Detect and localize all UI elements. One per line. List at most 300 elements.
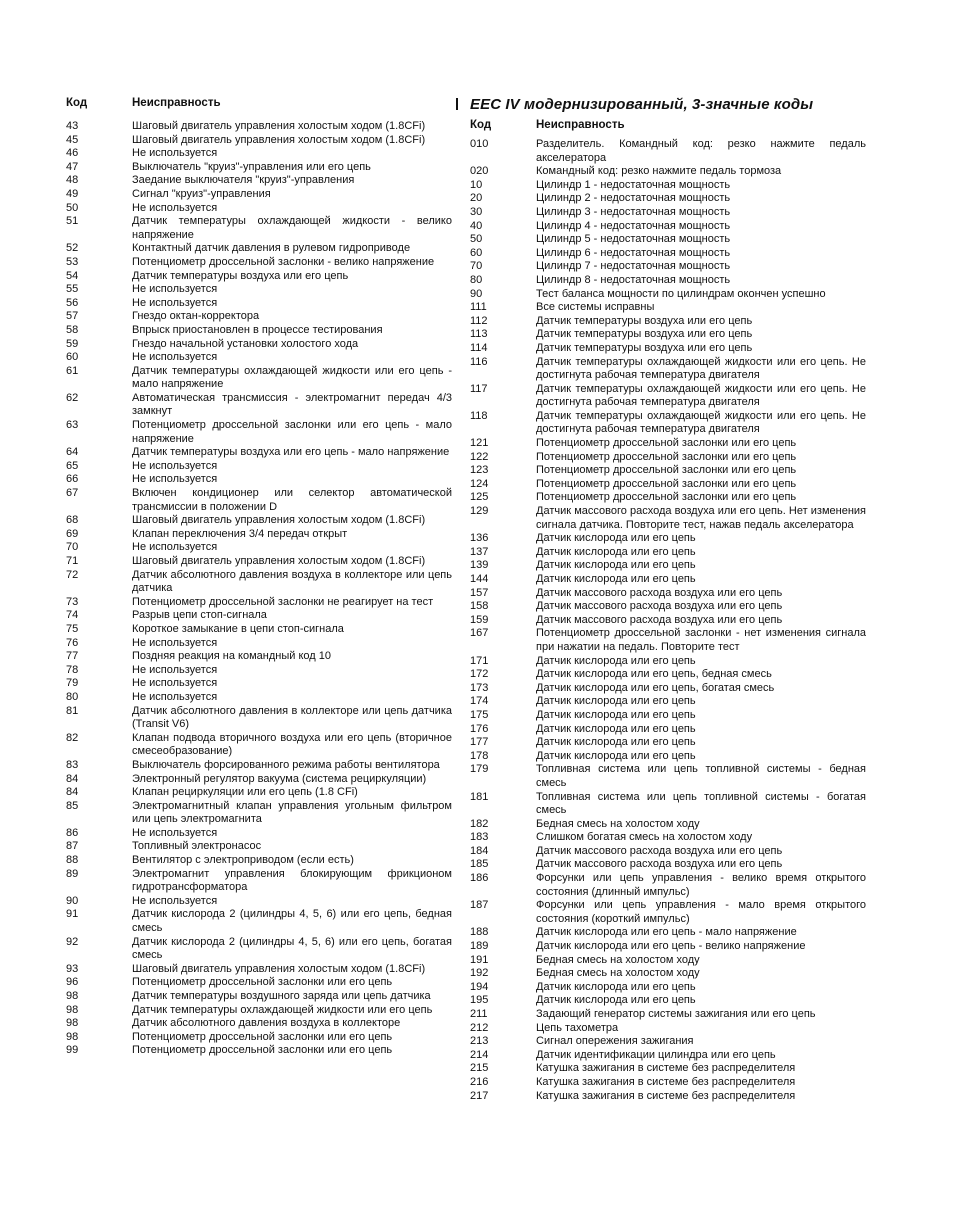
- fault-description: Датчик массового расхода воздуха или его цепь: [536, 600, 783, 613]
- table-row: [66, 623, 452, 637]
- fault-code: 46: [66, 147, 79, 160]
- section-marker: [456, 98, 458, 110]
- fault-code: 020: [470, 165, 489, 178]
- fault-description: Датчик кислорода или его цепь: [536, 695, 696, 708]
- fault-code: 82: [66, 731, 79, 744]
- fault-description: Датчик кислорода или его цепь: [536, 708, 696, 721]
- fault-description: Датчик кислорода или его цепь - велико напряжение: [536, 940, 806, 953]
- fault-code: 217: [470, 1089, 489, 1102]
- fault-code: 144: [470, 573, 489, 585]
- fault-description: Датчик температуры охлаждающей жидкости или его цепь. Не достигнута рабочая температура двигателя: [536, 355, 866, 382]
- table-row: [466, 573, 866, 587]
- fault-description: Датчик температуры воздушного заряда или цепь датчика: [132, 990, 431, 1002]
- table-row: [66, 460, 452, 474]
- fault-code: 175: [470, 708, 489, 721]
- fault-code: 136: [470, 532, 489, 545]
- fault-code: 80: [470, 273, 483, 286]
- fault-description: Шаговый двигатель управления холостым ходом (1.8CFi): [132, 555, 426, 567]
- fault-code: 20: [470, 192, 483, 205]
- fault-description: Датчик кислорода или его цепь: [536, 545, 696, 558]
- table-row: [66, 419, 452, 446]
- fault-description: Топливная система или цепь топливной системы - бедная смесь: [536, 763, 866, 789]
- table-row: [466, 818, 866, 832]
- table-row: [66, 528, 452, 542]
- table-row: [466, 179, 866, 193]
- fault-code: 159: [470, 613, 489, 626]
- table-row: [66, 174, 452, 188]
- table-row: [66, 854, 452, 868]
- table-row: [66, 256, 452, 270]
- fault-code: 122: [470, 450, 489, 463]
- fault-code: 192: [470, 967, 489, 980]
- fault-description: Датчик кислорода или его цепь: [536, 573, 696, 585]
- table-row: [466, 587, 866, 601]
- fault-code: 214: [470, 1048, 489, 1061]
- fault-description: Не используется: [132, 296, 218, 309]
- fault-description: Цилиндр 6 - недостаточная мощность: [536, 246, 731, 259]
- fault-code: 50: [66, 201, 79, 214]
- fault-description: Не используется: [132, 690, 218, 703]
- fault-code: 58: [66, 323, 79, 336]
- fault-description: Потенциометр дроссельной заслонки или его цепь: [132, 1030, 393, 1043]
- fault-code: 129: [470, 505, 489, 518]
- table-row: [466, 1076, 866, 1090]
- fault-description: Не используется: [132, 894, 218, 907]
- fault-description: Разрыв цепи стоп-сигнала: [132, 609, 267, 622]
- fault-description: Датчик идентификации цилиндра или его цепь: [536, 1048, 776, 1061]
- table-row: [466, 614, 866, 628]
- table-row: [66, 338, 452, 352]
- table-row: [66, 650, 452, 664]
- fault-code: 56: [66, 296, 79, 309]
- fault-code: 98: [66, 1003, 79, 1016]
- fault-code: 84: [66, 772, 79, 785]
- fault-code: 139: [470, 559, 489, 572]
- fault-description: Гнездо октан-корректора: [132, 310, 260, 323]
- fault-description: Датчик абсолютного давления воздуха в коллекторе или цепь датчика: [132, 568, 452, 595]
- fault-code: 90: [66, 894, 79, 907]
- fault-description: Датчик температуры воздуха или его цепь - мало напряжение: [132, 446, 450, 459]
- table-row: [66, 310, 452, 324]
- fault-code: 68: [66, 514, 79, 527]
- fault-description: Впрыск приостановлен в процессе тестирования: [132, 323, 383, 336]
- fault-code: 176: [470, 722, 489, 735]
- table-row: [66, 283, 452, 297]
- fault-description: Все системы исправны: [536, 301, 655, 314]
- fault-code: 114: [470, 341, 488, 354]
- table-row: [66, 596, 452, 610]
- fault-description: Катушка зажигания в системе без распределителя: [536, 1075, 796, 1088]
- fault-code: 89: [66, 867, 79, 880]
- fault-code: 84: [66, 786, 79, 799]
- table-row: [466, 899, 866, 926]
- fault-code: 123: [470, 464, 489, 477]
- fault-code: 194: [470, 980, 489, 993]
- fault-code: 99: [66, 1044, 79, 1057]
- fault-code: 70: [66, 541, 79, 554]
- fault-code: 71: [66, 555, 79, 567]
- fault-description: Электромагнитный клапан управления угольным фильтром или цепь электромагнита: [132, 799, 452, 826]
- fault-description: Датчик кислорода или его цепь: [536, 980, 696, 993]
- fault-code: 52: [66, 242, 79, 255]
- left-table-header: [66, 96, 452, 110]
- fault-description: Клапан переключения 3/4 передач открыт: [132, 527, 348, 540]
- fault-code: 188: [470, 926, 489, 939]
- table-row: [66, 773, 452, 787]
- table-row: [466, 451, 866, 465]
- fault-description: Датчик кислорода или его цепь: [536, 722, 696, 735]
- fault-description: Датчик кислорода или его цепь: [536, 559, 696, 572]
- fault-code: 189: [470, 940, 489, 953]
- fault-code: 167: [470, 627, 489, 640]
- fault-description: Не используется: [132, 283, 218, 296]
- fault-code: 47: [66, 160, 79, 173]
- fault-code: 50: [470, 233, 483, 246]
- table-row: [466, 260, 866, 274]
- fault-code: 113: [470, 328, 488, 341]
- table-row: [466, 668, 866, 682]
- fault-header: Неисправность: [132, 97, 221, 109]
- fault-code: 98: [66, 1017, 79, 1030]
- fault-description: Не используется: [132, 826, 218, 839]
- fault-description: Тест баланса мощности по цилиндрам окончен успешно: [536, 287, 826, 300]
- fault-description: Электронный регулятор вакуума (система рециркуляции): [132, 772, 427, 785]
- table-row: [466, 478, 866, 492]
- fault-code: 179: [470, 763, 489, 776]
- table-row: [66, 569, 452, 596]
- table-row: [466, 723, 866, 737]
- fault-code: 184: [470, 844, 489, 857]
- fault-code: 195: [470, 994, 489, 1007]
- fault-description: Включен кондиционер или селектор автоматической трансмиссии в положении D: [132, 487, 452, 513]
- fault-code: 59: [66, 337, 79, 350]
- table-row: [466, 1022, 866, 1036]
- table-row: [66, 555, 452, 569]
- fault-code: 93: [66, 962, 79, 975]
- fault-code: 116: [470, 355, 488, 368]
- table-row: [66, 188, 452, 202]
- table-row: [466, 206, 866, 220]
- table-row: [466, 356, 866, 383]
- fault-code: 65: [66, 459, 79, 472]
- table-row: [466, 695, 866, 709]
- table-row: [66, 895, 452, 909]
- fault-code: 53: [66, 255, 79, 268]
- table-row: [466, 491, 866, 505]
- fault-code: 185: [470, 858, 489, 871]
- table-row: [466, 464, 866, 478]
- table-row: [66, 161, 452, 175]
- fault-description: Потенциометр дроссельной заслонки или его цепь: [536, 477, 797, 490]
- code-header: Код: [66, 97, 88, 109]
- right-table-header: [470, 118, 866, 132]
- fault-description: Датчик кислорода или его цепь, богатая смесь: [536, 681, 775, 694]
- table-row: [66, 297, 452, 311]
- fault-description: Автоматическая трансмиссия - электромагнит передач 4/3 замкнут: [132, 391, 452, 418]
- fault-description: Цилиндр 3 - недостаточная мощность: [536, 205, 731, 218]
- fault-description: Датчик температуры воздуха или его цепь: [536, 314, 753, 327]
- table-row: [466, 954, 866, 968]
- fault-code: 90: [470, 287, 483, 300]
- fault-code: 57: [66, 310, 79, 323]
- table-row: [66, 514, 452, 528]
- fault-description: Не используется: [132, 147, 218, 160]
- table-row: [66, 120, 452, 134]
- fault-description: Слишком богатая смесь на холостом ходу: [536, 831, 753, 844]
- table-row: [466, 1008, 866, 1022]
- fault-code: 191: [470, 953, 489, 966]
- fault-description: Шаговый двигатель управления холостым ходом (1.8CFi): [132, 133, 426, 146]
- table-row: [466, 1062, 866, 1076]
- table-row: [66, 637, 452, 651]
- fault-code: 183: [470, 831, 489, 844]
- table-row: [66, 759, 452, 773]
- fault-code: 118: [470, 409, 488, 422]
- fault-description: Потенциометр дроссельной заслонки или его цепь: [536, 464, 797, 477]
- table-row: [466, 247, 866, 261]
- fault-code: 212: [470, 1021, 489, 1034]
- fault-description: Датчик абсолютного давления в коллекторе или цепь датчика (Transit V6): [132, 704, 452, 731]
- fault-description: Датчик температуры воздуха или его цепь: [132, 269, 349, 282]
- fault-code: 181: [470, 790, 489, 803]
- fault-description: Датчик температуры охлаждающей жидкости или его цепь: [132, 1003, 433, 1016]
- fault-code: 92: [66, 935, 79, 948]
- fault-description: Датчик массового расхода воздуха или его цепь. Нет изменения сигнала датчика. Повторите тест, нажав педаль акселератора: [536, 505, 866, 531]
- fault-code: 96: [66, 976, 79, 989]
- fault-code: 77: [66, 650, 79, 663]
- fault-code: 112: [470, 314, 488, 327]
- fault-code: 87: [66, 840, 79, 853]
- fault-description: Датчик кислорода или его цепь - мало напряжение: [536, 926, 797, 939]
- fault-description: Датчик кислорода или его цепь: [536, 994, 696, 1007]
- table-row: [466, 831, 866, 845]
- table-row: [466, 872, 866, 899]
- fault-description: Цепь тахометра: [536, 1021, 619, 1034]
- table-row: [466, 192, 866, 206]
- fault-description: Датчик кислорода 2 (цилиндры 4, 5, 6) или его цепь, бедная смесь: [132, 908, 452, 935]
- fault-description: Не используется: [132, 663, 218, 676]
- table-row: [466, 220, 866, 234]
- table-row: [466, 383, 866, 410]
- fault-code: 78: [66, 663, 79, 676]
- fault-code: 98: [66, 1030, 79, 1043]
- fault-code: 76: [66, 636, 79, 649]
- table-row: [466, 505, 866, 532]
- table-row: [466, 682, 866, 696]
- fault-code: 86: [66, 826, 79, 839]
- fault-description: Клапан подвода вторичного воздуха или его цепь (вторичное смесеобразование): [132, 731, 452, 758]
- fault-code: 45: [66, 133, 79, 146]
- fault-description: Потенциометр дроссельной заслонки - нет изменения сигнала при нажатии на педаль. Повторите тест: [536, 627, 866, 653]
- fault-code: 158: [470, 600, 489, 613]
- fault-description: Короткое замыкание в цепи стоп-сигнала: [132, 622, 344, 635]
- fault-description: Потенциометр дроссельной заслонки или его цепь - мало напряжение: [132, 419, 452, 445]
- table-row: [66, 691, 452, 705]
- table-row: [66, 800, 452, 827]
- fault-description: Цилиндр 7 - недостаточная мощность: [536, 260, 731, 273]
- fault-code: 69: [66, 527, 79, 540]
- table-row: [466, 858, 866, 872]
- fault-description: Топливный электронасос: [132, 840, 262, 853]
- table-row: [466, 926, 866, 940]
- table-row: [466, 1090, 866, 1104]
- table-row: [66, 705, 452, 732]
- fault-code: 187: [470, 899, 489, 912]
- table-row: [466, 655, 866, 669]
- table-row: [66, 609, 452, 623]
- table-row: [66, 242, 452, 256]
- fault-description: Цилиндр 4 - недостаточная мощность: [536, 219, 731, 232]
- table-row: [466, 546, 866, 560]
- fault-description: Контактный датчик давления в рулевом гидроприводе: [132, 242, 411, 255]
- fault-description: Датчик кислорода 2 (цилиндры 4, 5, 6) или его цепь, богатая смесь: [132, 935, 452, 962]
- table-row: [466, 940, 866, 954]
- table-row: [66, 473, 452, 487]
- table-row: [466, 559, 866, 573]
- fault-description: Заедание выключателя "круиз"-управления: [132, 174, 355, 187]
- fault-description: Не используется: [132, 351, 218, 364]
- table-row: [66, 963, 452, 977]
- fault-description: Потенциометр дроссельной заслонки или его цепь: [536, 437, 797, 450]
- table-row: [466, 791, 866, 818]
- fault-code: 173: [470, 681, 489, 694]
- fault-code: 216: [470, 1075, 489, 1088]
- fault-code: 172: [470, 668, 489, 681]
- table-row: [66, 677, 452, 691]
- table-row: [466, 981, 866, 995]
- table-row: [466, 600, 866, 614]
- fault-code: 91: [66, 908, 79, 921]
- section-title: EEC IV модернизированный, 3-значные коды: [470, 96, 814, 113]
- fault-description: Бедная смесь на холостом ходу: [536, 817, 700, 830]
- fault-description: Электромагнит управления блокирующим фрикционом гидротрансформатора: [132, 867, 452, 894]
- fault-code: 62: [66, 391, 79, 404]
- fault-code: 43: [66, 120, 79, 132]
- fault-description: Потенциометр дроссельной заслонки - велико напряжение: [132, 255, 435, 268]
- table-row: [466, 994, 866, 1008]
- fault-description: Потенциометр дроссельной заслонки не реагирует на тест: [132, 595, 434, 608]
- fault-description: Катушка зажигания в системе без распределителя: [536, 1062, 796, 1075]
- code-header: Код: [470, 119, 492, 131]
- table-row: [466, 138, 866, 165]
- fault-code: 63: [66, 419, 79, 432]
- table-row: [66, 1031, 452, 1045]
- fault-code: 215: [470, 1062, 489, 1075]
- fault-description: Топливная система или цепь топливной системы - богатая смесь: [536, 790, 866, 817]
- fault-code: 60: [470, 246, 483, 259]
- fault-code: 54: [66, 269, 79, 282]
- table-row: [466, 627, 866, 654]
- fault-description: Форсунки или цепь управления - велико время открытого состояния (длинный импульс): [536, 872, 866, 898]
- fault-description: Датчик температуры воздуха или его цепь: [536, 328, 753, 341]
- fault-code: 137: [470, 545, 489, 558]
- table-row: [66, 134, 452, 148]
- right-column: [466, 96, 866, 1103]
- fault-description: Цилиндр 5 - недостаточная мощность: [536, 233, 731, 246]
- fault-code: 81: [66, 704, 79, 717]
- table-row: [66, 664, 452, 678]
- fault-code: 72: [66, 568, 79, 581]
- fault-code: 157: [470, 586, 489, 599]
- fault-description: Датчик температуры охлаждающей жидкости или его цепь - мало напряжение: [132, 364, 452, 391]
- fault-description: Не используется: [132, 636, 218, 649]
- table-row: [66, 786, 452, 800]
- table-row: [466, 274, 866, 288]
- fault-description: Датчик температуры охлаждающей жидкости или его цепь. Не достигнута рабочая температура двигателя: [536, 409, 866, 436]
- fault-code: 98: [66, 990, 79, 1002]
- fault-code: 124: [470, 477, 489, 490]
- table-row: [466, 328, 866, 342]
- fault-code: 83: [66, 758, 79, 771]
- fault-description: Сигнал "круиз"-управления: [132, 187, 271, 200]
- table-row: [466, 1049, 866, 1063]
- fault-code: 211: [470, 1008, 488, 1020]
- fault-description: Не используется: [132, 541, 218, 554]
- table-row: [466, 342, 866, 356]
- fault-code: 70: [470, 260, 483, 273]
- left-code-list: [66, 120, 452, 1058]
- fault-description: Датчик массового расхода воздуха или его цепь: [536, 586, 783, 599]
- table-row: [66, 446, 452, 460]
- fault-description: Датчик температуры охлаждающей жидкости - велико напряжение: [132, 215, 452, 241]
- fault-code: 88: [66, 854, 79, 867]
- fault-description: Датчик массового расхода воздуха или его цепь: [536, 858, 783, 871]
- fault-code: 10: [470, 178, 483, 191]
- table-row: [466, 736, 866, 750]
- table-row: [66, 840, 452, 854]
- fault-code: 213: [470, 1035, 489, 1048]
- table-row: [466, 315, 866, 329]
- fault-description: Задающий генератор системы зажигания или его цепь: [536, 1008, 816, 1020]
- table-row: [466, 301, 866, 315]
- table-row: [466, 233, 866, 247]
- fault-description: Шаговый двигатель управления холостым ходом (1.8CFi): [132, 120, 426, 132]
- fault-description: Датчик массового расхода воздуха или его цепь: [536, 613, 783, 626]
- right-code-list: [466, 138, 866, 1103]
- table-row: [66, 936, 452, 963]
- fault-code: 61: [66, 364, 79, 377]
- fault-description: Шаговый двигатель управления холостым ходом (1.8CFi): [132, 962, 426, 975]
- table-row: [66, 827, 452, 841]
- table-row: [466, 410, 866, 437]
- fault-code: 67: [66, 487, 79, 500]
- fault-description: Бедная смесь на холостом ходу: [536, 967, 700, 980]
- fault-description: Разделитель. Командный код: резко нажмите педаль акселератора: [536, 138, 866, 164]
- left-column: [66, 96, 452, 1058]
- fault-description: Потенциометр дроссельной заслонки или его цепь: [132, 1044, 393, 1057]
- table-row: [466, 532, 866, 546]
- fault-code: 51: [66, 215, 79, 228]
- table-row: [66, 202, 452, 216]
- fault-description: Вентилятор с электроприводом (если есть): [132, 854, 354, 867]
- fault-description: Командный код: резко нажмите педаль тормоза: [536, 165, 782, 178]
- fault-header: Неисправность: [536, 119, 625, 131]
- fault-description: Катушка зажигания в системе без распределителя: [536, 1089, 796, 1102]
- fault-description: Потенциометр дроссельной заслонки или его цепь: [132, 976, 393, 989]
- table-row: [66, 908, 452, 935]
- fault-description: Датчик кислорода или его цепь: [536, 736, 696, 749]
- fault-description: Выключатель форсированного режима работы вентилятора: [132, 758, 440, 771]
- table-row: [66, 392, 452, 419]
- fault-description: Поздняя реакция на командный код 10: [132, 650, 331, 663]
- fault-description: Датчик температуры воздуха или его цепь: [536, 341, 753, 354]
- table-row: [466, 437, 866, 451]
- fault-code: 174: [470, 695, 489, 708]
- fault-code: 66: [66, 473, 79, 486]
- table-row: [66, 147, 452, 161]
- fault-code: 178: [470, 749, 489, 762]
- fault-description: Выключатель "круиз"-управления или его цепь: [132, 160, 371, 173]
